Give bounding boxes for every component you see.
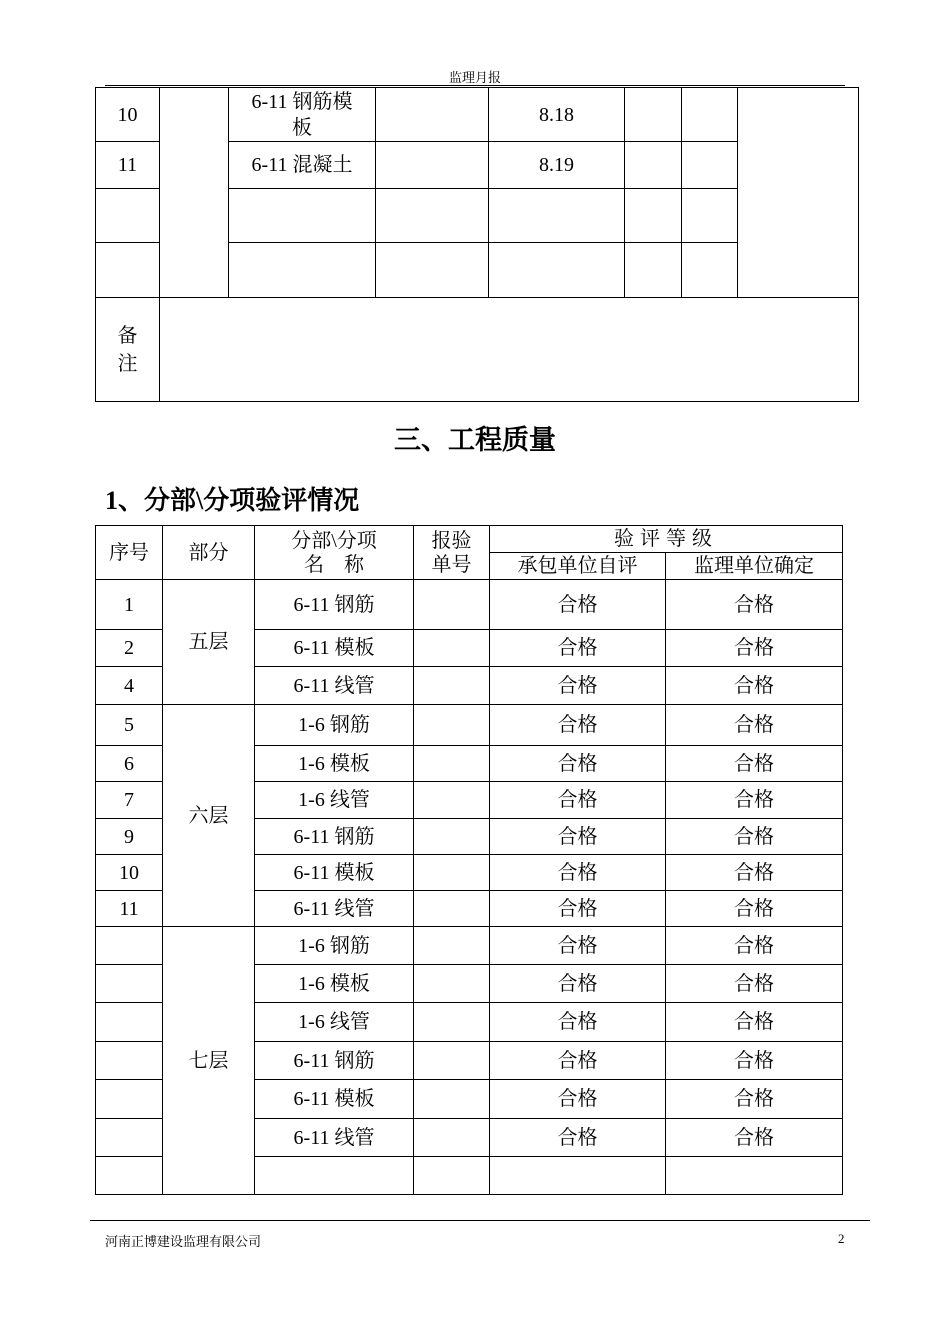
- report-cell: [414, 965, 490, 1003]
- header-supervisor: 监理单位确定: [666, 553, 843, 580]
- item-cell: [229, 243, 376, 298]
- item-cell: 6-11 模板: [255, 855, 414, 891]
- item-cell: 1-6 模板: [255, 965, 414, 1003]
- self-eval-cell: 合格: [490, 667, 666, 705]
- seq-cell: 7: [96, 782, 163, 819]
- item-cell: 6-11 线管: [255, 891, 414, 927]
- empty-cell: [376, 243, 489, 298]
- seq-cell: 9: [96, 819, 163, 855]
- report-cell: [414, 667, 490, 705]
- footer-company: 河南正博建设监理有限公司: [105, 1234, 262, 1249]
- empty-cell: [682, 243, 738, 298]
- seq-cell: [96, 243, 160, 298]
- supervisor-cell: 合格: [666, 1119, 843, 1157]
- seq-cell: 10: [96, 88, 160, 142]
- part-cell: 五层: [163, 580, 255, 705]
- table-row: [96, 88, 859, 142]
- header-report: [414, 526, 490, 580]
- supervisor-cell: 合格: [666, 782, 843, 819]
- supervisor-cell: [666, 1157, 843, 1195]
- supervisor-cell: 合格: [666, 855, 843, 891]
- remark-content: [160, 298, 859, 402]
- empty-cell: [376, 88, 489, 142]
- self-eval-cell: 合格: [490, 782, 666, 819]
- report-cell: [414, 746, 490, 782]
- empty-cell: [738, 88, 859, 298]
- seq-cell: 2: [96, 630, 163, 667]
- header-self-eval: 承包单位自评: [490, 553, 666, 580]
- date-cell: [489, 243, 625, 298]
- item-cell: [229, 88, 376, 142]
- report-cell: [414, 927, 490, 965]
- item-cell: [229, 189, 376, 243]
- empty-cell: [682, 88, 738, 142]
- item-cell: [255, 1157, 414, 1195]
- report-cell: [414, 1042, 490, 1080]
- header-seq: 序号: [96, 526, 163, 580]
- empty-cell: [682, 142, 738, 189]
- self-eval-cell: 合格: [490, 965, 666, 1003]
- item-text: 6-11 钢筋模板: [251, 90, 353, 139]
- header-item-line2: 名 称: [304, 553, 364, 576]
- item-cell: 6-11 模板: [255, 1080, 414, 1119]
- seq-cell: 10: [96, 855, 163, 891]
- report-cell: [414, 1080, 490, 1119]
- seq-cell: [96, 965, 163, 1003]
- report-cell: [414, 580, 490, 630]
- table-row: [96, 580, 843, 630]
- supervisor-cell: 合格: [666, 580, 843, 630]
- remark-label-cell: [96, 298, 160, 402]
- report-cell: [414, 1157, 490, 1195]
- date-cell: [489, 189, 625, 243]
- seq-cell: [96, 1080, 163, 1119]
- table-row: [96, 927, 843, 965]
- schedule-table: [95, 87, 859, 402]
- supervisor-cell: 合格: [666, 746, 843, 782]
- self-eval-cell: 合格: [490, 891, 666, 927]
- seq-cell: 4: [96, 667, 163, 705]
- part-cell: 七层: [163, 927, 255, 1195]
- empty-cell: [625, 243, 682, 298]
- seq-cell: [96, 189, 160, 243]
- item-cell: 6-11 钢筋: [255, 819, 414, 855]
- item-cell: 1-6 线管: [255, 1003, 414, 1042]
- self-eval-cell: 合格: [490, 746, 666, 782]
- item-cell: 6-11 混凝土: [229, 142, 376, 189]
- seq-cell: [96, 1119, 163, 1157]
- report-cell: [414, 705, 490, 746]
- header-item: [255, 526, 414, 580]
- item-cell: 1-6 模板: [255, 746, 414, 782]
- supervisor-cell: 合格: [666, 1042, 843, 1080]
- self-eval-cell: 合格: [490, 1119, 666, 1157]
- item-cell: 6-11 线管: [255, 1119, 414, 1157]
- empty-cell: [625, 142, 682, 189]
- date-cell: 8.19: [489, 142, 625, 189]
- report-cell: [414, 855, 490, 891]
- supervisor-cell: 合格: [666, 1080, 843, 1119]
- self-eval-cell: 合格: [490, 1080, 666, 1119]
- seq-cell: [96, 1003, 163, 1042]
- self-eval-cell: 合格: [490, 630, 666, 667]
- item-cell: 1-6 钢筋: [255, 927, 414, 965]
- self-eval-cell: 合格: [490, 927, 666, 965]
- supervisor-cell: 合格: [666, 891, 843, 927]
- page-header-title: 监理月报: [448, 70, 501, 85]
- self-eval-cell: 合格: [490, 580, 666, 630]
- self-eval-cell: 合格: [490, 855, 666, 891]
- self-eval-cell: [490, 1157, 666, 1195]
- self-eval-cell: 合格: [490, 819, 666, 855]
- item-cell: 6-11 线管: [255, 667, 414, 705]
- seq-cell: 11: [96, 891, 163, 927]
- report-cell: [414, 630, 490, 667]
- seq-cell: [96, 927, 163, 965]
- table-header-row: [96, 526, 843, 553]
- table-row: [96, 705, 843, 746]
- supervisor-cell: 合格: [666, 927, 843, 965]
- seq-cell: [96, 1157, 163, 1195]
- seq-cell: 6: [96, 746, 163, 782]
- part-cell: [160, 88, 229, 298]
- section-title: 三、工程质量: [394, 425, 556, 455]
- report-cell: [414, 891, 490, 927]
- self-eval-cell: 合格: [490, 1003, 666, 1042]
- item-cell: 6-11 钢筋: [255, 1042, 414, 1080]
- seq-cell: 1: [96, 580, 163, 630]
- remark-row: [96, 298, 859, 402]
- header-divider: [105, 85, 845, 86]
- part-cell: 六层: [163, 705, 255, 927]
- header-item-line1: 分部\分项: [291, 529, 377, 552]
- supervisor-cell: 合格: [666, 705, 843, 746]
- self-eval-cell: 合格: [490, 705, 666, 746]
- date-cell: 8.18: [489, 88, 625, 142]
- empty-cell: [625, 88, 682, 142]
- supervisor-cell: 合格: [666, 965, 843, 1003]
- item-cell: 1-6 钢筋: [255, 705, 414, 746]
- supervisor-cell: 合格: [666, 667, 843, 705]
- remark-label: 备注: [117, 324, 138, 375]
- footer-divider: [90, 1220, 870, 1221]
- empty-cell: [376, 189, 489, 243]
- sub-title: 1、分部\分项验评情况: [105, 486, 360, 515]
- page-number: 2: [838, 1231, 845, 1246]
- empty-cell: [376, 142, 489, 189]
- report-cell: [414, 1119, 490, 1157]
- item-cell: 1-6 线管: [255, 782, 414, 819]
- empty-cell: [682, 189, 738, 243]
- supervisor-cell: 合格: [666, 819, 843, 855]
- supervisor-cell: 合格: [666, 1003, 843, 1042]
- seq-cell: [96, 1042, 163, 1080]
- item-cell: 6-11 钢筋: [255, 580, 414, 630]
- report-cell: [414, 819, 490, 855]
- header-part: 部分: [163, 526, 255, 580]
- seq-cell: 11: [96, 142, 160, 189]
- quality-table: [95, 525, 843, 1195]
- report-cell: [414, 1003, 490, 1042]
- item-cell: 6-11 模板: [255, 630, 414, 667]
- report-cell: [414, 782, 490, 819]
- seq-cell: 5: [96, 705, 163, 746]
- supervisor-cell: 合格: [666, 630, 843, 667]
- empty-cell: [625, 189, 682, 243]
- self-eval-cell: 合格: [490, 1042, 666, 1080]
- header-grade: 验评等级: [490, 526, 843, 553]
- header-report-line2: 单号: [431, 553, 472, 576]
- header-report-line1: 报验: [431, 529, 472, 552]
